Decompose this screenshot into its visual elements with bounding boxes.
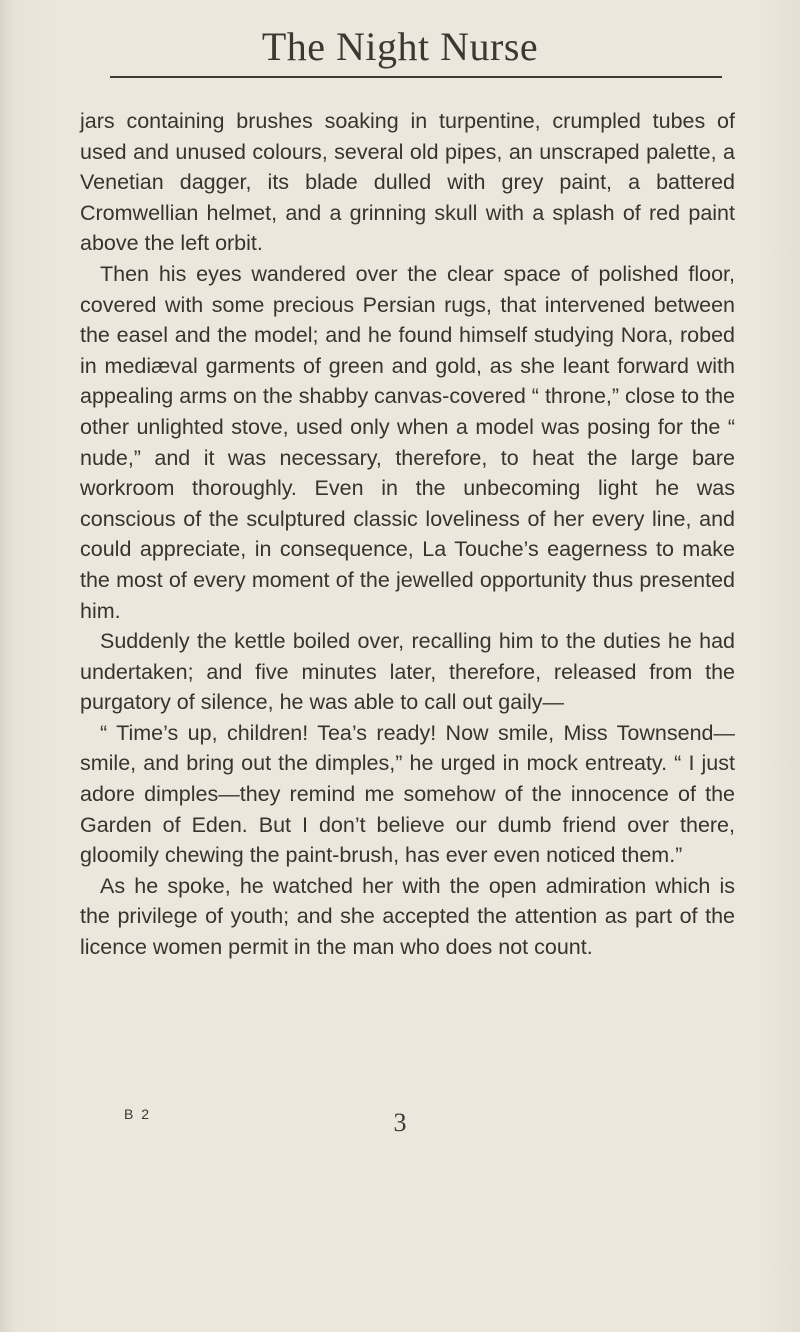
paragraph: “ Time’s up, children! Tea’s ready! Now smile, Miss Townsend—smile, and bring out the dimples,” he urged in mock entreaty. “ I just adore dimples—they remind me somehow of the innocence of the Garden of Eden. But I don’t believe our dumb friend over there, gloomily chewing the paint-brush, has ever even noticed them.” xyxy=(80,720,735,868)
page-number: 3 xyxy=(393,1108,407,1137)
paragraph: As he spoke, he watched her with the open admiration which is the privilege of youth; and she accepted the attention as part of the licence women permit in the man who does not count. xyxy=(80,873,735,960)
running-title: The Night Nurse xyxy=(261,24,539,69)
paragraph: Suddenly the kettle boiled over, recalling him to the duties he had undertaken; and five minutes later, therefore, released from the purgatory of silence, he was able to call out gaily— xyxy=(80,629,735,715)
signature-mark: B 2 xyxy=(124,1106,152,1122)
paragraph: Then his eyes wandered over the clear space of polished floor, covered with some precious Persian rugs, that intervened between the easel and the model; and he found himself studying Nora, robed in mediæval garments of green and gold, as she leant forward with appealing arms on the shabby canvas-covered “ throne,” close to the other unlighted stove, used only when a model was posing for the “ nude,” and it was necessary, therefore, to heat the large bare workroom thoroughly. Even in the unbecoming light he was conscious of the sculptured classic loveliness of her every line, and could appreciate, in consequence, La Touche’s eagerness to make the most of every moment of the jewelled opportunity thus presented him. xyxy=(80,261,735,623)
paragraph: jars containing brushes soaking in turpentine, crumpled tubes of used and unused colours, several old pipes, an unscraped palette, a Venetian dagger, its blade dulled with grey paint, a battered Cromwellian helmet, and a grinning skull with a splash of red paint above the left orbit. xyxy=(80,109,735,256)
body-text xyxy=(80,106,735,963)
header-rule xyxy=(110,76,722,78)
